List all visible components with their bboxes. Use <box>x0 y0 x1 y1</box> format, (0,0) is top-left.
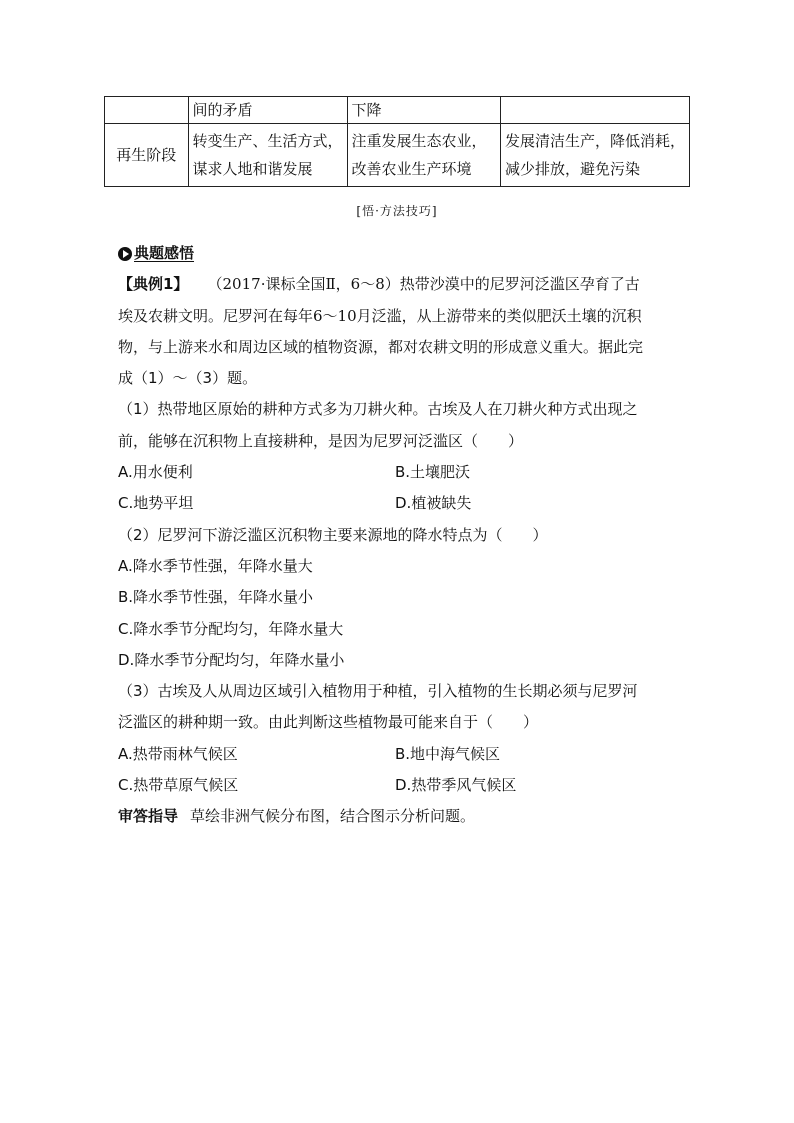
q3-stem: （3）古埃及人从周边区域引入植物用于种植，引入植物的生长期必须与尼罗河 <box>118 682 638 701</box>
table-cell-stage: 再生阶段 <box>105 124 189 187</box>
heading-text: 典题感悟 <box>134 244 195 262</box>
table-row <box>105 124 690 187</box>
q1-options-row <box>118 457 694 488</box>
q1-stem: 前，能够在沉积物上直接耕种，是因为尼罗河泛滥区（ ） <box>118 431 524 450</box>
option-a: A.热带雨林气候区 <box>118 744 238 763</box>
q3-options-row <box>118 739 694 770</box>
example-content <box>118 238 694 833</box>
q3-stem: 泛滥区的耕种期一致。由此判断这些植物最可能来自于（ ） <box>118 713 539 732</box>
guide-label: 审答指导 <box>118 807 179 826</box>
table-cell <box>500 97 689 124</box>
cell-line: 谋求人地和谐发展 <box>192 160 313 178</box>
heading-typical-example <box>118 238 694 269</box>
table-cell <box>347 124 500 187</box>
example-tag: 【典例1】 <box>118 275 189 294</box>
example-text: （2017·课标全国Ⅱ，6～8）热带沙漠中的尼罗河泛滥区孕育了古 <box>207 275 640 294</box>
table-row <box>105 97 690 124</box>
table-cell <box>188 124 347 187</box>
cell-line: 发展清洁生产，降低消耗， <box>504 132 685 150</box>
cell-line: 转变生产、生活方式， <box>192 132 343 150</box>
option-d: D.热带季风气候区 <box>395 776 517 795</box>
table-cell <box>105 97 189 124</box>
example-line: 成（1）～（3）题。 <box>118 369 258 388</box>
q1-stem: （1）热带地区原始的耕种方式多为刀耕火种。古埃及人在刀耕火种方式出现之 <box>118 400 638 419</box>
option-b: B.降水季节性强，年降水量小 <box>118 588 314 607</box>
table-cell <box>500 124 689 187</box>
option-c: C.降水季节分配均匀，年降水量大 <box>118 619 344 638</box>
example-line <box>118 269 694 300</box>
guide-text: 草绘非洲气候分布图，结合图示分析问题。 <box>190 807 476 826</box>
cell-line: 减少排放，避免污染 <box>504 160 640 178</box>
cell-line: 改善农业生产环境 <box>351 160 472 178</box>
option-d: D.降水季节分配均匀，年降水量小 <box>118 650 345 669</box>
example-line: 物，与上游来水和周边区域的植物资源，都对农耕文明的形成意义重大。据此完 <box>118 337 644 356</box>
option-c: C.热带草原气候区 <box>118 776 239 795</box>
option-a: A.降水季节性强，年降水量大 <box>118 556 313 575</box>
answer-guide <box>118 801 694 832</box>
option-b: B.土壤肥沃 <box>395 463 471 482</box>
q3-options-row <box>118 770 694 801</box>
table-cell: 间的矛盾 <box>188 97 347 124</box>
q2-stem: （2）尼罗河下游泛滥区沉积物主要来源地的降水特点为（ ） <box>118 525 548 544</box>
option-c: C.地势平坦 <box>118 494 194 513</box>
play-circle-icon <box>118 247 132 261</box>
cell-line: 注重发展生态农业， <box>351 132 487 150</box>
example-line: 埃及农耕文明。尼罗河在每年6～10月泛滥，从上游带来的类似肥沃土壤的沉积 <box>118 306 642 325</box>
option-a: A.用水便利 <box>118 463 193 482</box>
option-d: D.植被缺失 <box>395 494 472 513</box>
option-b: B.地中海气候区 <box>395 744 501 763</box>
q1-options-row <box>118 488 694 519</box>
section-title: [悟·方法技巧] <box>356 204 438 218</box>
table-cell: 下降 <box>347 97 500 124</box>
summary-table <box>104 96 690 187</box>
